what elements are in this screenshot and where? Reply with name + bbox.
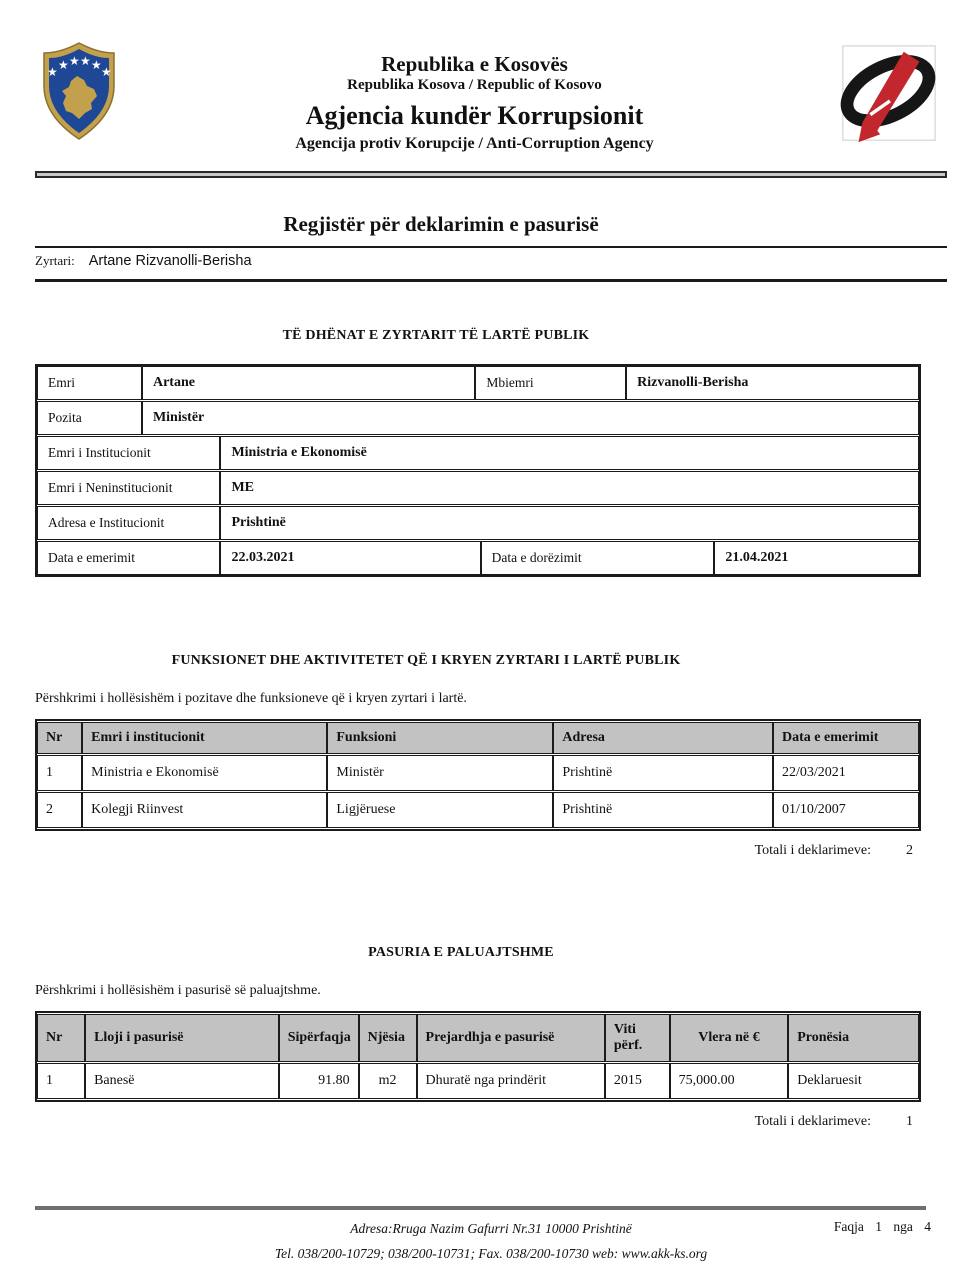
agency-name: Agjencia kundër Korrupsionit bbox=[305, 100, 644, 130]
column-header: Vlera në € bbox=[670, 1014, 789, 1062]
column-header: Prejardhja e pasurisë bbox=[417, 1014, 605, 1062]
svg-text:★: ★ bbox=[47, 65, 58, 79]
kosovo-coat-of-arms-icon bbox=[38, 40, 120, 142]
table-cell: 2 bbox=[37, 792, 82, 828]
table-row bbox=[37, 755, 919, 791]
svg-text:★: ★ bbox=[69, 54, 80, 68]
property-table bbox=[35, 1011, 921, 1102]
field-label: Data e emerimit bbox=[48, 549, 135, 565]
table-cell: Banesë bbox=[85, 1063, 279, 1099]
property-total-line bbox=[35, 1114, 921, 1130]
total-value: 2 bbox=[906, 842, 913, 858]
akk-anti-corruption-logo-icon bbox=[829, 40, 947, 152]
page-current: 1 bbox=[875, 1219, 882, 1234]
footer-address: Adresa:Rruga Nazim Gafurri Nr.31 10000 Prishtinë bbox=[350, 1221, 632, 1236]
document-header bbox=[35, 0, 947, 155]
page-of-label: nga bbox=[893, 1219, 913, 1234]
state-name: Republika e Kosovës bbox=[381, 52, 568, 76]
field-label: Mbiemri bbox=[486, 374, 534, 390]
total-label: Totali i deklarimeve: bbox=[754, 1113, 871, 1129]
property-description: Përshkrimi i hollësishëm i pasurisë së paluajtshme. bbox=[35, 982, 321, 998]
svg-text:★: ★ bbox=[91, 58, 102, 72]
field-label: Emri i Neninstitucionit bbox=[48, 479, 173, 495]
official-rule bbox=[35, 279, 947, 282]
table-row bbox=[37, 1063, 919, 1099]
official-name: Artane Rizvanolli-Berisha bbox=[88, 252, 252, 269]
table-cell: 2015 bbox=[605, 1063, 670, 1099]
table-cell: Deklaruesit bbox=[788, 1063, 919, 1099]
official-data-table bbox=[35, 364, 921, 577]
field-label: Emri i Institucionit bbox=[48, 444, 151, 460]
table-cell: Prishtinë bbox=[553, 792, 773, 828]
total-value: 1 bbox=[906, 1113, 913, 1129]
svg-text:★: ★ bbox=[101, 65, 112, 79]
page-label: Faqja bbox=[833, 1219, 864, 1234]
svg-text:★: ★ bbox=[80, 54, 91, 68]
column-header: Sipërfaqja bbox=[279, 1014, 359, 1062]
svg-text:★: ★ bbox=[58, 58, 69, 72]
table-cell: 91.80 bbox=[279, 1063, 359, 1099]
table-row bbox=[37, 541, 919, 575]
official-line bbox=[35, 253, 947, 275]
column-header: Nr bbox=[37, 722, 82, 754]
footer-rule bbox=[35, 1206, 926, 1210]
table-cell: Dhuratë nga prindërit bbox=[417, 1063, 605, 1099]
header-titles bbox=[120, 40, 829, 155]
table-cell: Kolegji Riinvest bbox=[82, 792, 327, 828]
field-value: ME bbox=[231, 479, 255, 495]
column-header: Emri i institucionit bbox=[82, 722, 327, 754]
field-label: Pozita bbox=[48, 409, 82, 425]
table-row bbox=[37, 471, 919, 505]
table-row bbox=[37, 366, 919, 400]
table-header-row bbox=[37, 1014, 919, 1062]
page-total: 4 bbox=[924, 1219, 931, 1234]
table-row bbox=[37, 792, 919, 828]
column-header: Funksioni bbox=[327, 722, 553, 754]
table-header-row bbox=[37, 722, 919, 754]
functions-total-line bbox=[35, 843, 921, 859]
section-heading-property: PASURIA E PALUAJTSHME bbox=[368, 944, 554, 960]
footer-contact: Tel. 038/200-10729; 038/200-10731; Fax. 038/200-10730 web: www.akk-ks.org bbox=[274, 1245, 708, 1261]
title-rule bbox=[35, 246, 947, 248]
table-cell: Ministër bbox=[327, 755, 553, 791]
column-header: Adresa bbox=[553, 722, 773, 754]
table-cell: m2 bbox=[359, 1063, 417, 1099]
column-header: Viti përf. bbox=[605, 1014, 670, 1062]
table-cell: 22/03/2021 bbox=[773, 755, 919, 791]
column-header: Lloji i pasurisë bbox=[85, 1014, 279, 1062]
table-cell: 1 bbox=[37, 755, 82, 791]
table-cell: Ligjëruese bbox=[327, 792, 553, 828]
section-heading-official-data: TË DHËNAT E ZYRTARIT TË LARTË PUBLIK bbox=[282, 327, 590, 343]
field-value: 22.03.2021 bbox=[231, 549, 295, 565]
field-value: Ministër bbox=[152, 409, 205, 425]
table-cell: Prishtinë bbox=[553, 755, 773, 791]
table-row bbox=[37, 506, 919, 540]
state-name-alt: Republika Kosova / Republic of Kosovo bbox=[347, 77, 602, 94]
field-value: Prishtinë bbox=[231, 514, 286, 530]
field-label: Data e dorëzimit bbox=[491, 549, 582, 565]
column-header: Pronësia bbox=[788, 1014, 919, 1062]
field-value: Ministria e Ekonomisë bbox=[231, 444, 367, 460]
page-title: Regjistër për deklarimin e pasurisë bbox=[283, 211, 599, 236]
functions-table bbox=[35, 719, 921, 831]
page-indicator bbox=[834, 1219, 931, 1235]
field-value: Artane bbox=[152, 374, 195, 390]
total-label: Totali i deklarimeve: bbox=[754, 842, 871, 858]
functions-description: Përshkrimi i hollësishëm i pozitave dhe funksioneve që i kryen zyrtari i lartë. bbox=[35, 690, 467, 706]
column-header: Data e emerimit bbox=[773, 722, 919, 754]
table-cell: Ministria e Ekonomisë bbox=[82, 755, 327, 791]
table-cell: 01/10/2007 bbox=[773, 792, 919, 828]
column-header: Njësia bbox=[359, 1014, 417, 1062]
column-header: Nr bbox=[37, 1014, 85, 1062]
section-heading-functions: FUNKSIONET DHE AKTIVITETET QË I KRYEN ZYRTARI I LARTË PUBLIK bbox=[171, 652, 681, 668]
field-label: Adresa e Institucionit bbox=[48, 514, 165, 530]
official-label: Zyrtari: bbox=[35, 252, 75, 268]
table-cell: 1 bbox=[37, 1063, 85, 1099]
header-divider-bar bbox=[35, 171, 947, 178]
table-row bbox=[37, 401, 919, 435]
agency-name-alt: Agencija protiv Korupcije / Anti-Corruption Agency bbox=[295, 135, 654, 153]
table-row bbox=[37, 436, 919, 470]
field-value: Rizvanolli-Berisha bbox=[637, 374, 749, 390]
field-label: Emri bbox=[48, 374, 75, 390]
field-value: 21.04.2021 bbox=[725, 549, 789, 565]
table-cell: 75,000.00 bbox=[670, 1063, 789, 1099]
page-footer bbox=[35, 1206, 947, 1267]
